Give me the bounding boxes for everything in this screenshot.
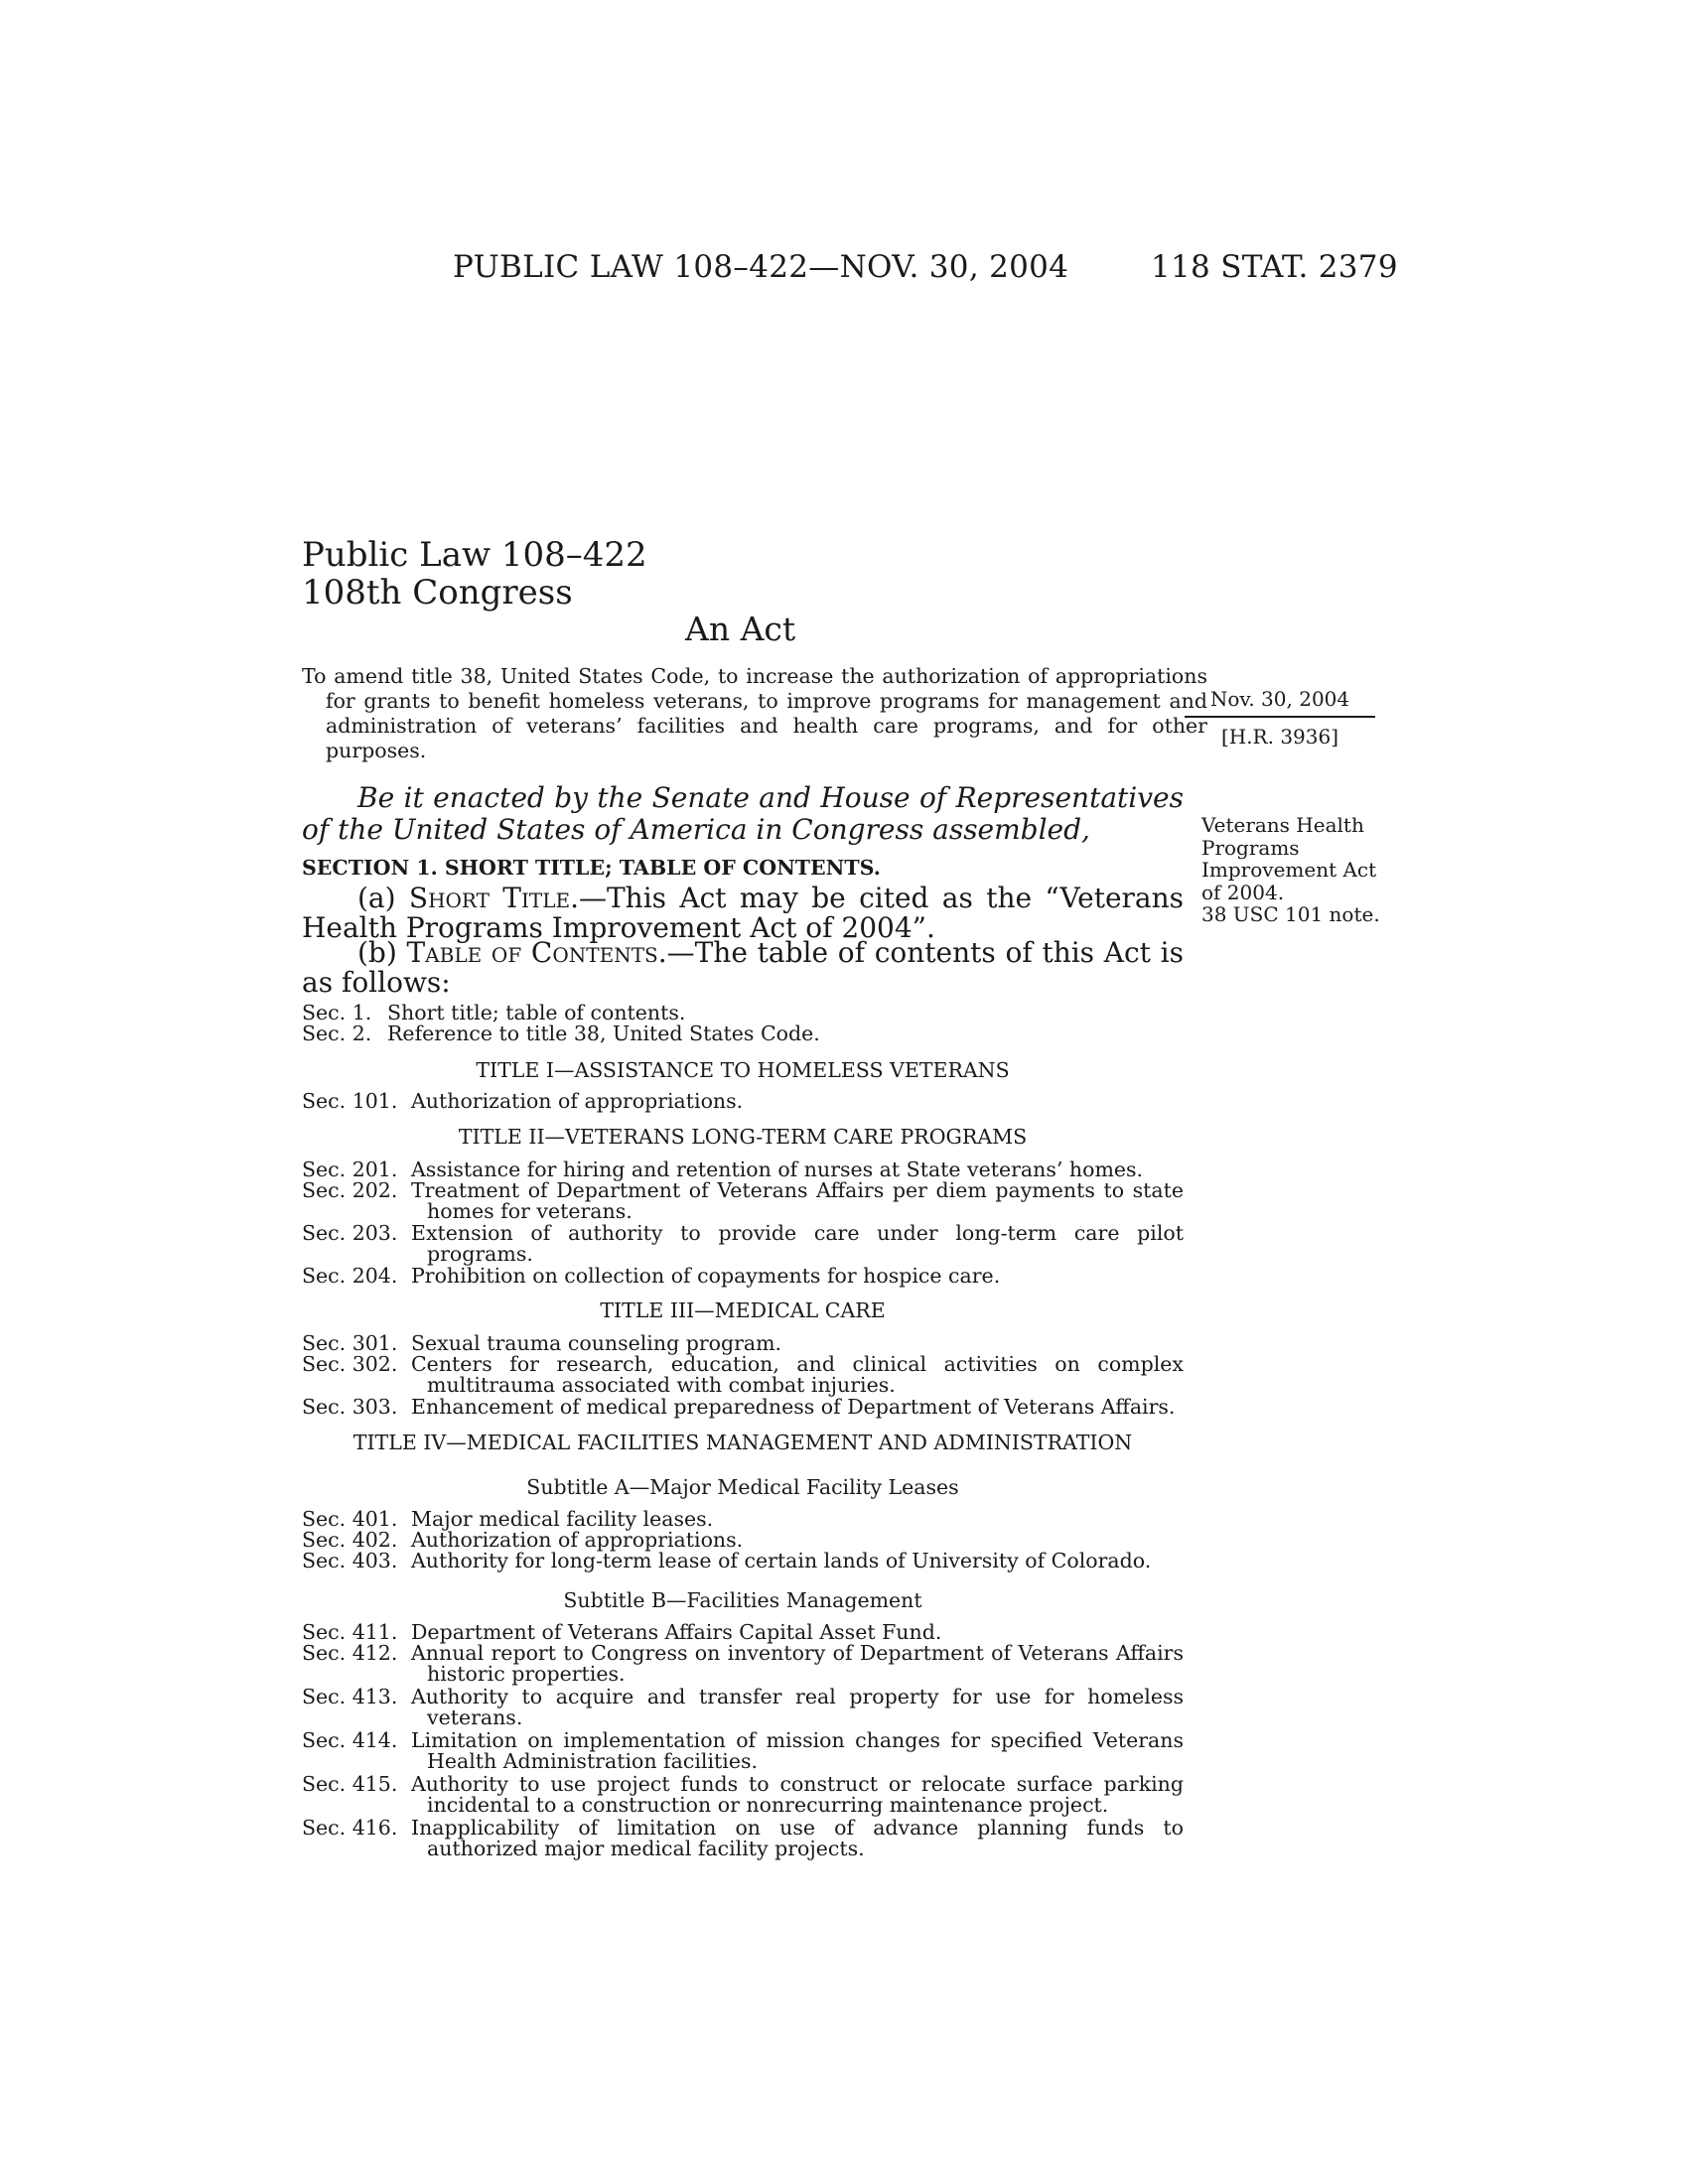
toc-entry-number: Sec. 202. [302, 1178, 398, 1202]
toc-title-heading: TITLE II—VETERANS LONG-TERM CARE PROGRAMS [458, 1125, 1028, 1149]
toc-entry-text: Sexual trauma counseling program. [411, 1331, 782, 1355]
toc-entry [302, 1622, 1184, 1643]
toc-subtitle-heading: Subtitle A—Major Medical Facility Leases [526, 1475, 959, 1499]
toc-entry-text: Assistance for hiring and retention of nurses at State veterans’ homes. [411, 1158, 1144, 1181]
toc-entry-number: Sec. 402. [302, 1528, 398, 1552]
toc-entry [302, 1530, 1184, 1551]
toc-entry-number: Sec. 415. [302, 1772, 398, 1796]
toc-entry-number: Sec. 2. [302, 1022, 372, 1045]
toc-entry [302, 1687, 1184, 1728]
toc-entry-number: Sec. 411. [302, 1620, 398, 1644]
toc-entry-number: Sec. 201. [302, 1158, 398, 1181]
toc-entry-number: Sec. 301. [302, 1331, 398, 1355]
toc-entry-number: Sec. 302. [302, 1352, 398, 1376]
toc-entry-number: Sec. 1. [302, 1001, 372, 1024]
toc-entry-text: Prohibition on collection of copayments for hospice care. [411, 1264, 1001, 1288]
toc-entry-number: Sec. 303. [302, 1395, 398, 1419]
toc-entry-text: Limitation on implementation of mission changes for specified Veterans Health Administration facilities. [411, 1728, 1184, 1773]
toc-entry [302, 1024, 1184, 1044]
toc-entry-text: Authorization of appropriations. [411, 1528, 744, 1552]
toc-entry-number: Sec. 101. [302, 1089, 398, 1113]
toc-entry [302, 1509, 1184, 1530]
toc-entry-number: Sec. 403. [302, 1549, 398, 1572]
toc-entry-text: Reference to title 38, United States Code. [387, 1022, 820, 1045]
toc-entry [302, 1223, 1184, 1265]
toc-entry [302, 1643, 1184, 1685]
subsection-a [302, 884, 1184, 943]
enacting-clause: Be it enacted by the Senate and House of Representatives of the United States of America in Congress assembled, [302, 781, 1184, 846]
toc-entry [302, 1354, 1184, 1396]
stat-reference: 118 STAT. 2379 [1151, 249, 1398, 285]
toc-entry [302, 1397, 1184, 1418]
section-1-heading: SECTION 1. SHORT TITLE; TABLE OF CONTENTS. [302, 856, 881, 880]
toc-entry [302, 1266, 1184, 1287]
toc-entry-text: Inapplicability of limitation on use of advance planning funds to authorized major medical facility projects. [411, 1816, 1184, 1860]
toc-entry-text: Extension of authority to provide care under long-term care pilot programs. [411, 1221, 1184, 1266]
margin-bill-number: [H.R. 3936] [1220, 725, 1339, 749]
toc-entry [302, 1730, 1184, 1772]
toc-entry-text: Authority for long-term lease of certain lands of University of Colorado. [411, 1549, 1152, 1572]
toc-entry-number: Sec. 401. [302, 1507, 398, 1531]
toc-entry-text: Enhancement of medical preparedness of Department of Veterans Affairs. [411, 1395, 1176, 1419]
margin-usc-note: 38 USC 101 note. [1201, 902, 1380, 926]
toc-entry-text: Authority to acquire and transfer real property for use for homeless veterans. [411, 1685, 1184, 1729]
margin-date: Nov. 30, 2004 [1209, 687, 1350, 711]
toc-entry [302, 1160, 1184, 1180]
law-name: Public Law 108–422 [302, 535, 647, 575]
toc-title-heading: TITLE III—MEDICAL CARE [600, 1298, 886, 1322]
toc-entry [302, 1091, 1184, 1112]
toc-entry-number: Sec. 204. [302, 1264, 398, 1288]
congress-number: 108th Congress [302, 573, 573, 613]
toc-entry-text: Annual report to Congress on inventory of Department of Veterans Affairs historic properties. [411, 1641, 1184, 1686]
toc-entry-text: Centers for research, education, and clinical activities on complex multitrauma associated with combat injuries. [411, 1352, 1184, 1397]
toc-entry [302, 1551, 1184, 1571]
running-title: PUBLIC LAW 108–422—NOV. 30, 2004 [453, 249, 1069, 285]
subsection-a-caption: Short Title [408, 882, 571, 914]
toc-entry [302, 1003, 1184, 1024]
subsection-b-text: .—The table of contents of this Act is as follows: [302, 936, 1184, 999]
toc-entry-number: Sec. 414. [302, 1728, 398, 1752]
toc-entry-text: Major medical facility leases. [411, 1507, 714, 1531]
subsection-a-text: .—This Act may be cited as the “Veterans Health Programs Improvement Act of 2004”. [302, 882, 1184, 944]
purpose-statement: To amend title 38, United States Code, to increase the authorization of appropriations for grants to benefit homeless veterans, to improve programs for management and administration of veterans’ facilities and health care programs, and for other purposes. [302, 664, 1207, 762]
margin-divider [1185, 716, 1375, 718]
toc-entry-text: Short title; table of contents. [387, 1001, 686, 1024]
toc-entry-number: Sec. 203. [302, 1221, 398, 1245]
toc-entry-text: Department of Veterans Affairs Capital Asset Fund. [411, 1620, 942, 1644]
toc-entry-number: Sec. 412. [302, 1641, 398, 1665]
toc-entry [302, 1818, 1184, 1859]
margin-short-title-note: Veterans Health Programs Improvement Act of 2004. [1201, 813, 1377, 904]
subsection-b [302, 938, 1184, 998]
subsection-a-label: (a) [357, 882, 409, 914]
toc-title-heading: TITLE IV—MEDICAL FACILITIES MANAGEMENT AND ADMINISTRATION [352, 1431, 1133, 1454]
an-act-heading: An Act [685, 610, 796, 648]
toc-entry-number: Sec. 413. [302, 1685, 398, 1708]
toc-entry-text: Authority to use project funds to construct or relocate surface parking incidental to a construction or nonrecurring maintenance project. [411, 1772, 1184, 1817]
toc-entry-text: Authorization of appropriations. [411, 1089, 744, 1113]
toc-title-heading: TITLE I—ASSISTANCE TO HOMELESS VETERANS [476, 1058, 1010, 1082]
toc-entry [302, 1774, 1184, 1816]
toc-entry [302, 1180, 1184, 1222]
toc-entry-text: Treatment of Department of Veterans Affairs per diem payments to state homes for veterans. [411, 1178, 1184, 1223]
toc-entry-number: Sec. 416. [302, 1816, 398, 1840]
subsection-b-label: (b) [357, 936, 407, 969]
subsection-b-caption: Table of Contents [406, 936, 658, 969]
toc-subtitle-heading: Subtitle B—Facilities Management [563, 1588, 922, 1612]
toc-entry [302, 1333, 1184, 1354]
